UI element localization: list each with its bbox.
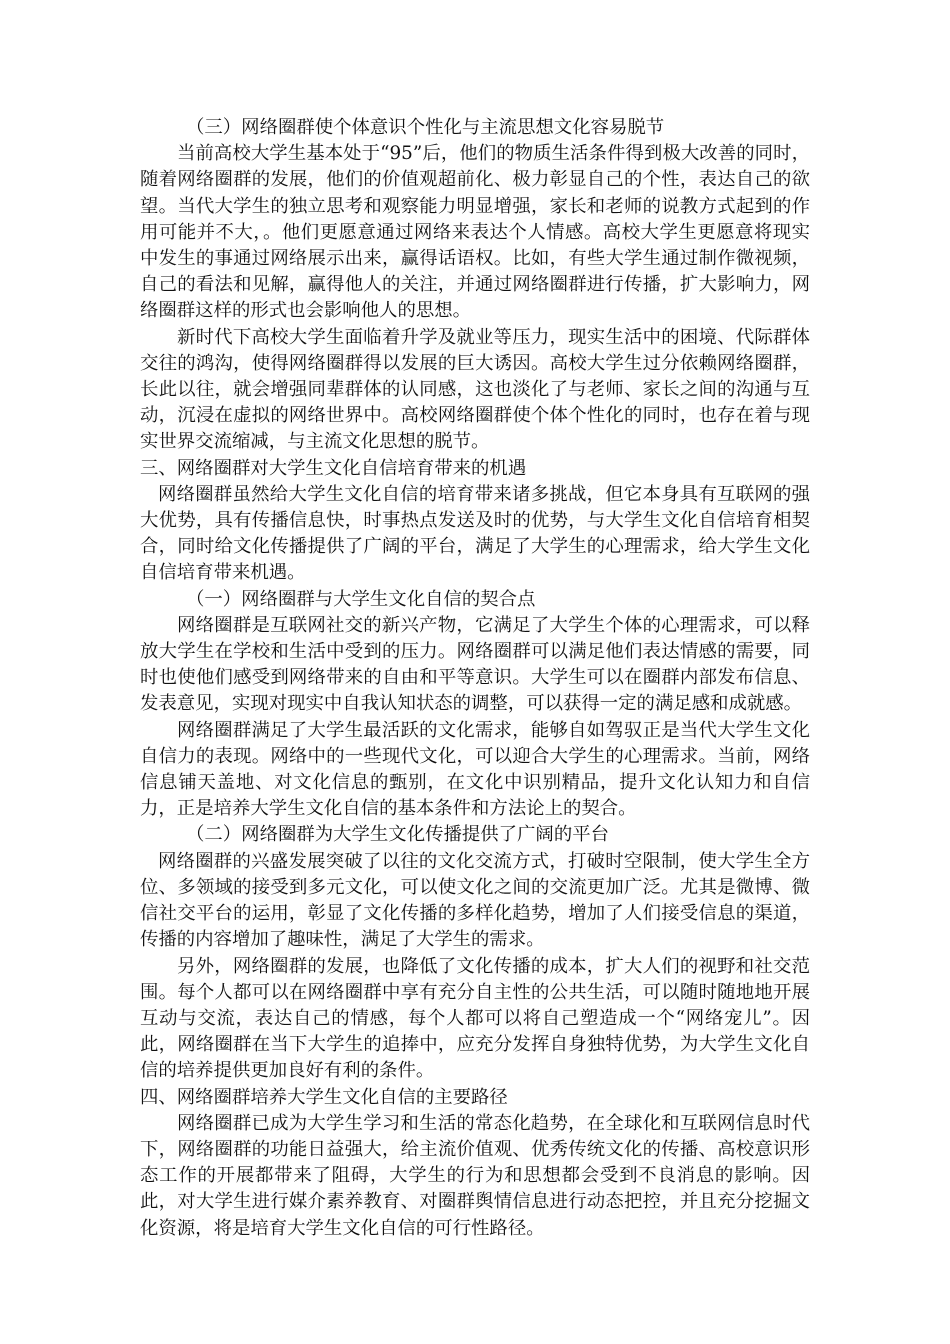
paragraph: 另外，网络圈群的发展，也降低了文化传播的成本，扩大人们的视野和社交范围。每个人都可以在网络圈群中享有充分自主性的公共生活，可以随时随地地开展互动与交流，表达自己的情感，每个人都可以将自己塑造成一个“网络宠儿”。因此，网络圈群在当下大学生的追捧中，应充分发挥自身独特优势，为大学生文化自信的培养提供更加良好有利的条件。 (140, 955, 810, 1082)
paragraph: 网络圈群虽然给大学生文化自信的培育带来诸多挑战，但它本身具有互联网的强大优势，具有传播信息快，时事热点发送及时的优势，与大学生文化自信培育相契合，同时给文化传播提供了广阔的平台，满足了大学生的心理需求，给大学生文化自信培育带来机遇。 (140, 483, 810, 584)
paragraph: 网络圈群满足了大学生最活跃的文化需求，能够自如驾驭正是当代大学生文化自信力的表现。网络中的一些现代文化，可以迎合大学生的心理需求。当前，网络信息铺天盖地、对文化信息的甄别，在文化中识别精品，提升文化认知力和自信力，正是培养大学生文化自信的基本条件和方法论上的契合。 (140, 719, 810, 820)
subheading-3: （三）网络圈群使个体意识个性化与主流思想文化容易脱节 (186, 117, 665, 138)
document-body (140, 115, 810, 1242)
section-heading-4: 四、网络圈群培养大学生文化自信的主要路径 (140, 1086, 508, 1108)
paragraph: 网络圈群已成为大学生学习和生活的常态化趋势，在全球化和互联网信息时代下，网络圈群的功能日益强大，给主流价值观、优秀传统文化的传播、高校意识形态工作的开展都带来了阻碍，大学生的行为和思想都会受到不良消息的影响。因此，对大学生进行媒介素养教育、对圈群舆情信息进行动态把控，并且充分挖掘文化资源，将是培育大学生文化自信的可行性路径。 (140, 1112, 810, 1239)
subheading-1: （一）网络圈群与大学生文化自信的契合点 (186, 588, 536, 610)
paragraph: 当前高校大学生基本处于“95”后，他们的物质生活条件得到极大改善的同时，随着网络圈群的发展，他们的价值观超前化、极力彰显自己的个性，表达自己的欲望。当代大学生的独立思考和观察能力明显增强，家长和老师的说教方式起到的作用可能并不大，。他们更愿意通过网络来表达个人情感。高校大学生更愿意将现实中发生的事通过网络展示出来，赢得话语权。比如，有些大学生通过制作微视频，自己的看法和见解，赢得他人的关注，并通过网络圈群进行传播，扩大影响力，网络圈群这样的形式也会影响他人的思想。 (140, 143, 810, 322)
paragraph: 网络圈群的兴盛发展突破了以往的文化交流方式，打破时空限制，使大学生全方位、多领域的接受到多元文化，可以使文化之间的交流更加广泛。尤其是微博、微信社交平台的运用，彰显了文化传播的多样化趋势，增加了人们接受信息的渠道，传播的内容增加了趣味性，满足了大学生的需求。 (140, 850, 810, 951)
paragraph: 新时代下高校大学生面临着升学及就业等压力，现实生活中的困境、代际群体交往的鸿沟，使得网络圈群得以发展的巨大诱因。高校大学生过分依赖网络圈群，长此以往，就会增强同辈群体的认同感，这也淡化了与老师、家长之间的沟通与互动，沉浸在虚拟的网络世界中。高校网络圈群使个体个性化的同时，也存在着与现实世界交流缩减，与主流文化思想的脱节。 (140, 326, 810, 453)
section-heading-3: 三、网络圈群对大学生文化自信培育带来的机遇 (140, 457, 527, 479)
subheading-2: （二）网络圈群为大学生文化传播提供了广阔的平台 (186, 824, 609, 846)
paragraph: 网络圈群是互联网社交的新兴产物，它满足了大学生个体的心理需求，可以释放大学生在学校和生活中受到的压力。网络圈群可以满足他们表达情感的需要，同时也使他们感受到网络带来的自由和平等意识。大学生可以在圈群内部发布信息、发表意见，实现对现实中自我认知状态的调整，可以获得一定的满足感和成就感。 (140, 614, 810, 715)
